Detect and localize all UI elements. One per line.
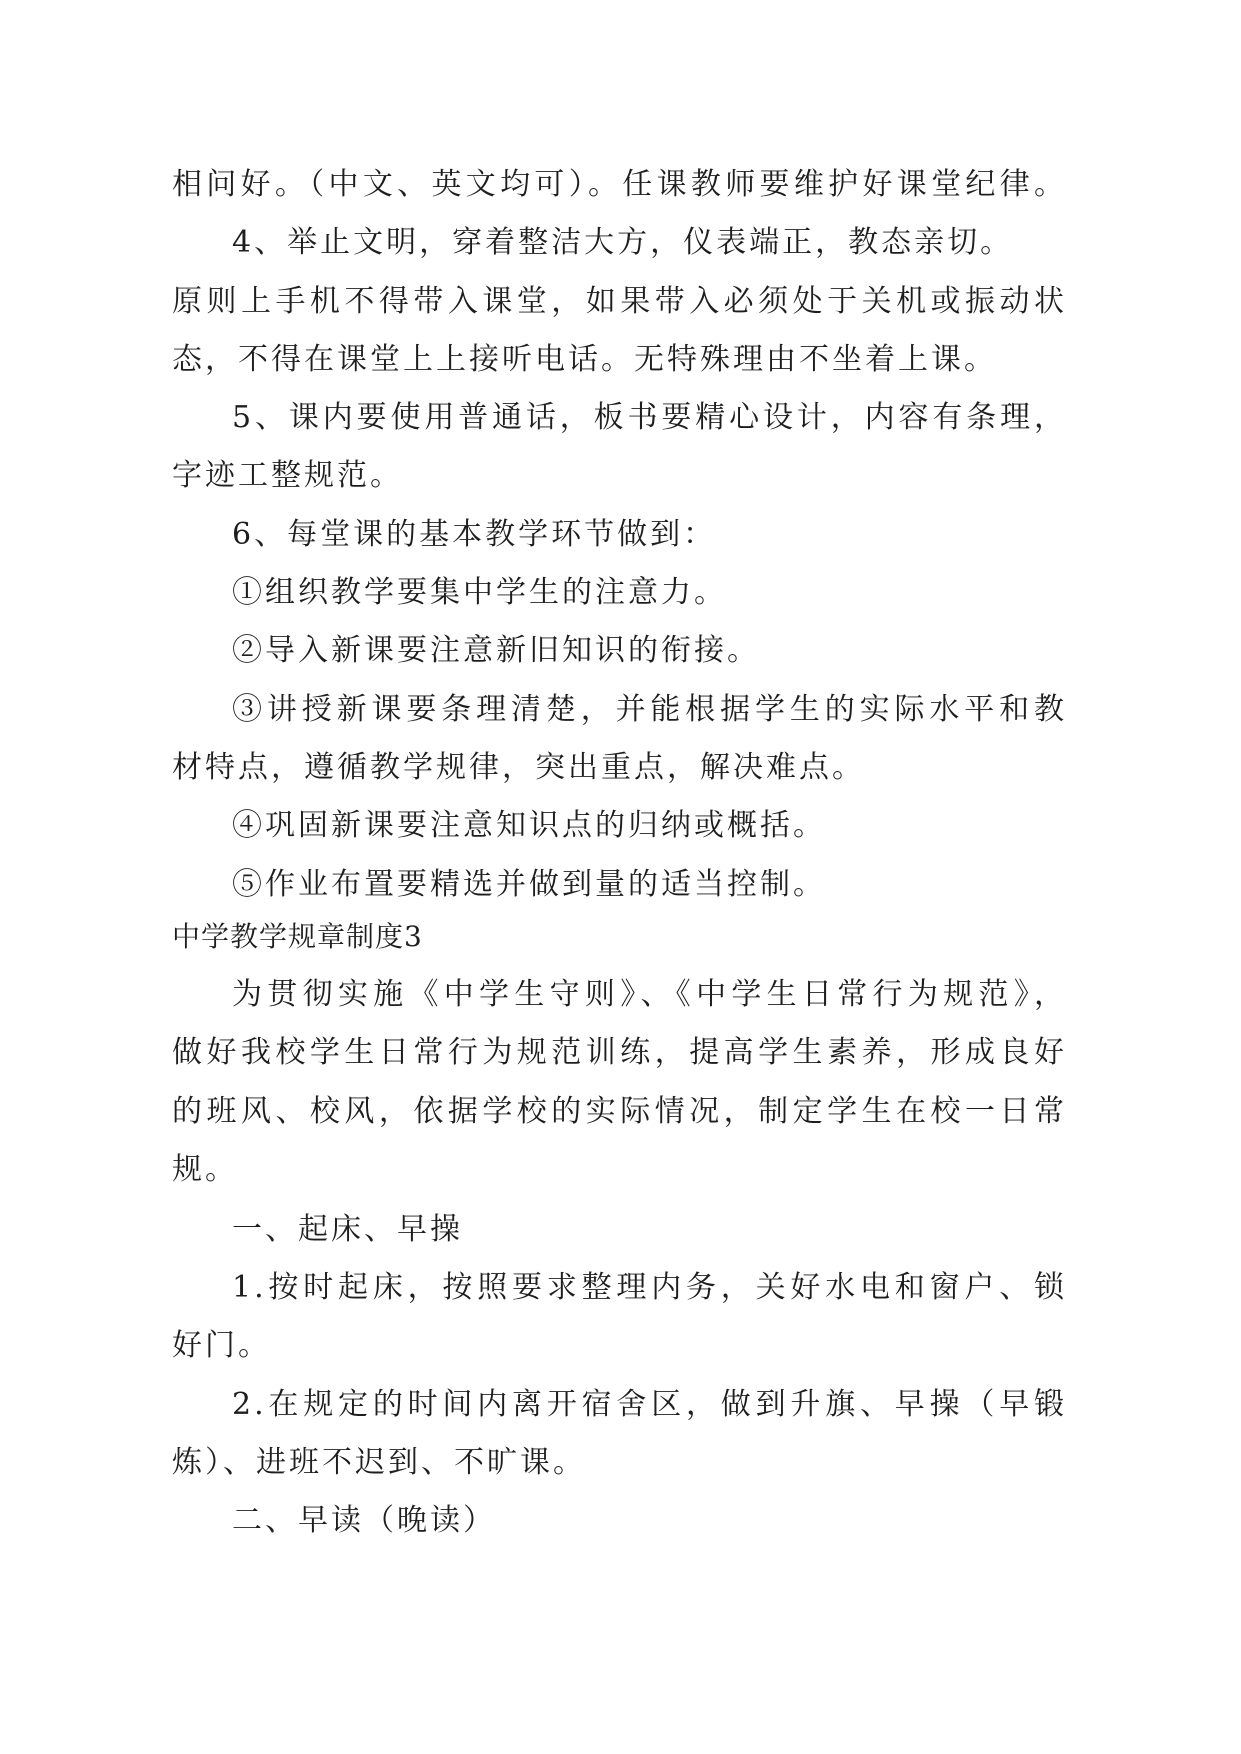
paragraph-line: 相问好。（中文、英文均可）。任课教师要维护好课堂纪律。 xyxy=(172,167,1067,202)
paragraph-line: 原则上手机不得带入课堂，如果带入必须处于关机或振动状 xyxy=(172,284,1067,319)
paragraph-line: 4、举止文明，穿着整洁大方，仪表端正，教态亲切。 xyxy=(232,225,1014,260)
paragraph-line: 规。 xyxy=(172,1152,238,1187)
paragraph-line: 做好我校学生日常行为规范训练，提高学生素养，形成良好 xyxy=(172,1035,1067,1070)
paragraph-line: 5、课内要使用普通话，板书要精心设计，内容有条理， xyxy=(232,400,1067,435)
section-heading: 中学教学规章制度3 xyxy=(172,920,423,953)
list-item: 1.按时起床，按照要求整理内务，关好水电和窗户、锁 xyxy=(232,1270,1067,1305)
list-item: ①组织教学要集中学生的注意力。 xyxy=(232,575,727,610)
paragraph-line: 的班风、校风，依据学校的实际情况，制定学生在校一日常 xyxy=(172,1094,1067,1129)
subsection-heading: 二、早读（晚读） xyxy=(232,1503,496,1538)
list-item: ⑤作业布置要精选并做到量的适当控制。 xyxy=(232,867,826,902)
list-item: ②导入新课要注意新旧知识的衔接。 xyxy=(232,633,760,668)
list-item: 2.在规定的时间内离开宿舍区，做到升旗、早操（早锻 xyxy=(232,1387,1067,1422)
paragraph-line: 6、每堂课的基本教学环节做到： xyxy=(232,517,717,552)
paragraph-line: 炼）、进班不迟到、不旷课。 xyxy=(172,1445,586,1480)
paragraph-line: 态，不得在课堂上上接听电话。无特殊理由不坐着上课。 xyxy=(172,342,997,377)
subsection-heading: 一、起床、早操 xyxy=(232,1212,463,1247)
paragraph-line: 材特点，遵循教学规律，突出重点，解决难点。 xyxy=(172,750,865,785)
paragraph-line: 为贯彻实施《中学生守则》、《中学生日常行为规范》， xyxy=(232,977,1067,1012)
list-item: ④巩固新课要注意知识点的归纳或概括。 xyxy=(232,808,826,843)
paragraph-line: 好门。 xyxy=(172,1328,271,1363)
list-item: ③讲授新课要条理清楚，并能根据学生的实际水平和教 xyxy=(232,692,1067,727)
paragraph-line: 字迹工整规范。 xyxy=(172,458,403,493)
